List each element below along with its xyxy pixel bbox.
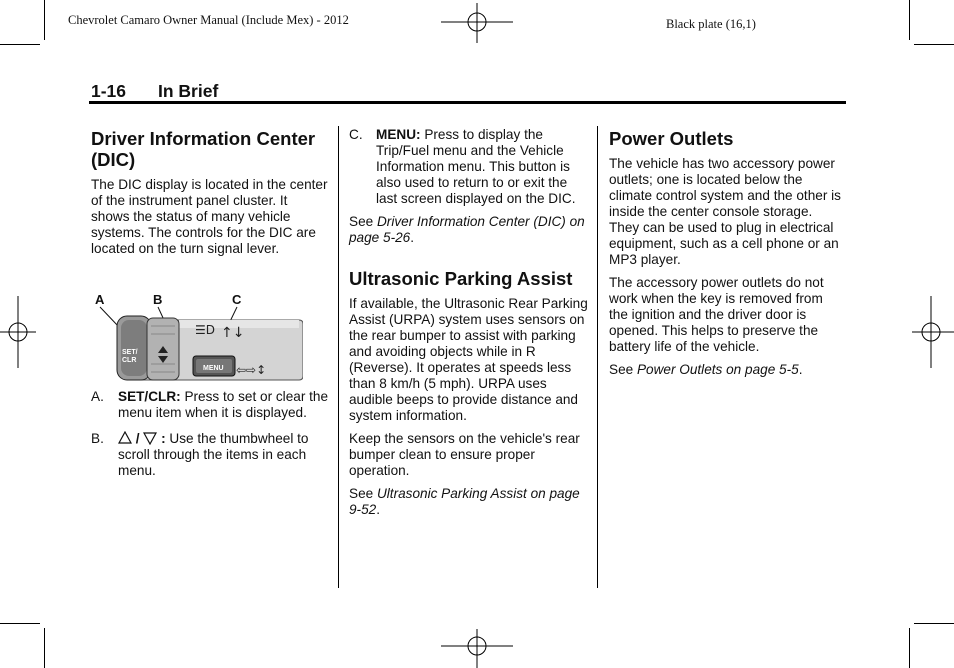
- menu-button-label: MENU: [203, 365, 224, 372]
- svg-text:↑↓: ↑↓: [221, 325, 245, 341]
- header-rule: [89, 101, 846, 104]
- crop-mark: [909, 0, 910, 40]
- column-divider: [597, 126, 598, 588]
- urpa-body: If available, the Ultrasonic Rear Parking Assist (URPA) system uses sensors on the rear bumper to assist with parking and avoiding objects while in R (Reverse). It operates at speeds less than 8 km/h (5 mph). URPA uses audible beeps to provide distance and system information.: [349, 296, 588, 423]
- column-2: [349, 127, 589, 518]
- svg-text:☰D: ☰D: [195, 323, 215, 337]
- dic-column: [91, 128, 329, 257]
- registration-target: [441, 3, 513, 43]
- section-title: In Brief: [158, 81, 219, 101]
- list-item: C. MENU: Press to display the Trip/Fuel menu and the Vehicle Information menu. This button is also used to return to or exit the last screen displayed on the DIC.: [349, 127, 576, 206]
- crop-mark: [44, 0, 45, 40]
- crop-mark: [44, 628, 45, 668]
- svg-text:⇦⇨↕: ⇦⇨↕: [236, 363, 267, 377]
- thumbwheel-up-icon: [118, 431, 132, 445]
- crop-mark: [0, 44, 40, 45]
- registration-target: [912, 296, 954, 368]
- figure-label-c: C: [232, 292, 242, 307]
- urpa-heading: Ultrasonic Parking Assist: [349, 268, 573, 289]
- registration-target: [0, 296, 36, 368]
- running-header: Chevrolet Camaro Owner Manual (Include Mex) - 2012: [68, 13, 349, 27]
- registration-target: [441, 629, 513, 668]
- set-clr-button-label: SET/: [122, 349, 138, 356]
- figure-label-b: B: [153, 292, 163, 307]
- power-note: The accessory power outlets do not work when the key is removed from the ignition and the driver door is opened. This helps to preserve the battery life of the vehicle.: [609, 275, 824, 354]
- crop-mark: [909, 628, 910, 668]
- dic-body: The DIC display is located in the center of the instrument panel cluster. It shows the status of many vehicle systems. The controls for the DIC are located on the turn signal lever.: [91, 177, 328, 256]
- power-heading: Power Outlets: [609, 128, 734, 149]
- list-item: A. SET/CLR: Press to set or clear the menu item when it is displayed.: [91, 389, 329, 420]
- power-body: The vehicle has two accessory power outlets; one is located below the climate control system and the other is inside the center console storage. They can be used to plug in electrical equipment, such as a cell phone or an MP3 player.: [609, 156, 841, 267]
- power-see-also: See Power Outlets on page 5-5.: [609, 362, 803, 377]
- dic-see-also: See Driver Information Center (DIC) on page 5-26.: [349, 214, 585, 245]
- dic-item-list: [91, 389, 329, 479]
- crop-mark: [914, 623, 954, 624]
- page-number: 1-16: [91, 81, 127, 101]
- list-item: B. / : Use the thumbwheel to scroll through the items in each menu.: [91, 431, 309, 478]
- column-divider: [338, 126, 339, 588]
- column-3: [609, 128, 845, 378]
- crop-mark: [0, 623, 40, 624]
- urpa-care: Keep the sensors on the vehicle's rear bumper clean to ensure proper operation.: [349, 431, 580, 478]
- figure-label-a: A: [95, 292, 105, 307]
- crop-mark: [914, 44, 954, 45]
- urpa-see-also: See Ultrasonic Parking Assist on page 9-52.: [349, 486, 580, 517]
- plate-label: Black plate (16,1): [666, 17, 756, 31]
- svg-text:CLR: CLR: [122, 357, 137, 364]
- thumbwheel-down-icon: [143, 431, 157, 445]
- dic-controls-figure: [91, 290, 303, 384]
- dic-heading: Driver Information Center (DIC): [91, 128, 316, 170]
